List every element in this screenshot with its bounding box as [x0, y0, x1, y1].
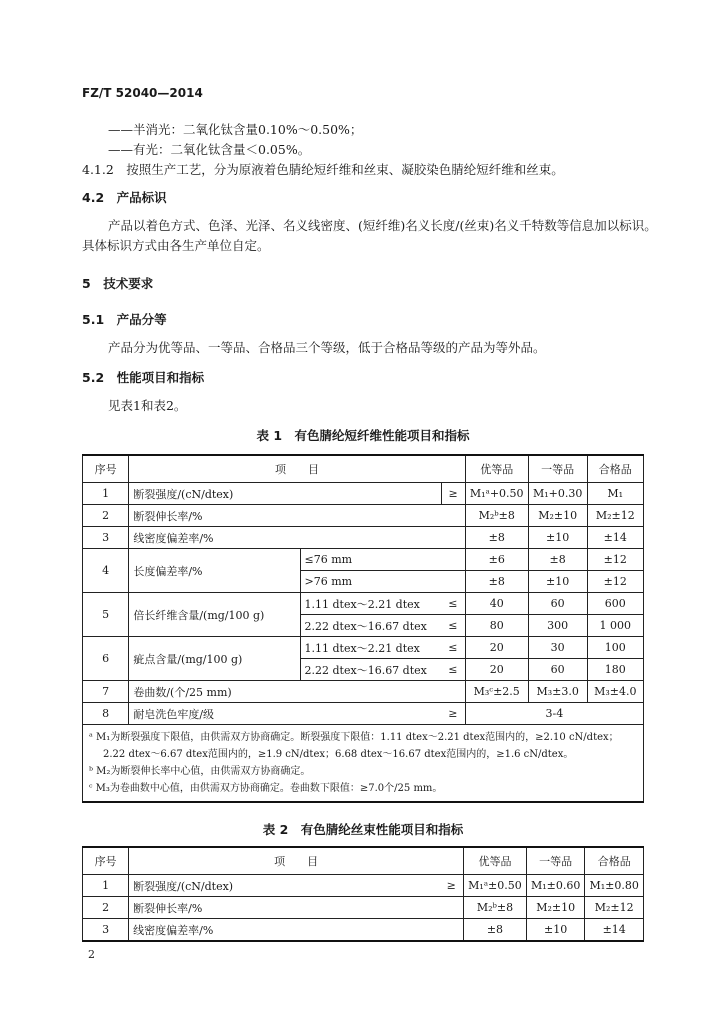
- para-4-2-a: 产品以着色方式、色泽、光泽、名义线密度、(短纤维)名义长度/(丝束)名义千特数等信息加以标识。: [108, 218, 657, 233]
- para-4-2-b: 具体标识方式由各生产单位自定。: [82, 238, 270, 253]
- table-row: 2.22 dtex～16.67 dtex ≤ 80 300 1 000: [83, 615, 644, 637]
- footnote-b: ᵇ M₂为断裂伸长率中心值，由供需双方协商确定。: [89, 766, 311, 777]
- table1-footnotes: [83, 725, 644, 803]
- page-number: 2: [88, 948, 95, 961]
- table-row: 6 疵点含量/(mg/100 g) 1.11 dtex～2.21 dtex ≤ 20 30 100: [83, 637, 644, 659]
- table1: [82, 454, 644, 803]
- col-grade-superior: 优等品: [464, 847, 527, 875]
- col-grade-first: 一等品: [528, 455, 587, 483]
- heading-4-2: 4.2 产品标识: [82, 190, 167, 205]
- table-row: 4 长度偏差率/% ≤76 mm ±6 ±8 ±12: [83, 549, 644, 571]
- col-no: 序号: [83, 847, 129, 875]
- col-item: 项 目: [129, 455, 465, 483]
- type-semi-dull: ——半消光：二氧化钛含量0.10%～0.50%；: [108, 122, 363, 137]
- col-grade-qualified: 合格品: [587, 455, 643, 483]
- col-no: 序号: [83, 455, 129, 483]
- table-row: 3 线密度偏差率/% ±8 ±10 ±14: [83, 527, 644, 549]
- col-grade-first: 一等品: [526, 847, 585, 875]
- col-grade-superior: 优等品: [465, 455, 528, 483]
- col-grade-qualified: 合格品: [585, 847, 644, 875]
- para-5-2: 见表1和表2。: [108, 398, 187, 413]
- footnote-a: ᵃ M₁为断裂强度下限值，由供需双方协商确定。断裂强度下限值：1.11 dtex～2.21 dtex范围内的，≥2.10 cN/dtex；: [89, 732, 619, 743]
- col-item: 项 目: [129, 847, 464, 875]
- table2: [82, 846, 644, 942]
- table-row: 7 卷曲数/(个/25 mm) M₃ᶜ±2.5 M₃±3.0 M₃±4.0: [83, 681, 644, 703]
- table-row: 3 线密度偏差率/% ±8 ±10 ±14: [83, 919, 644, 942]
- footnote-a-cont: 2.22 dtex～6.67 dtex范围内的，≥1.9 cN/dtex；6.68 dtex～16.67 dtex范围内的，≥1.6 cN/dtex。: [103, 749, 574, 760]
- table-row: >76 mm ±8 ±10 ±12: [83, 571, 644, 593]
- para-5-1: 产品分为优等品、一等品、合格品三个等级，低于合格品等级的产品为等外品。: [108, 340, 546, 355]
- heading-5: 5 技术要求: [82, 276, 154, 291]
- table1-caption: 表 1 有色腈纶短纤维性能项目和指标: [256, 428, 470, 443]
- table-row: 2.22 dtex～16.67 dtex ≤ 20 60 180: [83, 659, 644, 681]
- footnote-c: ᶜ M₃为卷曲数中心值，由供需双方协商确定。卷曲数下限值：≥7.0个/25 mm。: [89, 783, 443, 794]
- table2-caption: 表 2 有色腈纶丝束性能项目和指标: [262, 822, 464, 837]
- clause-4-1-2: 4.1.2 按照生产工艺，分为原液着色腈纶短纤维和丝束、凝胶染色腈纶短纤维和丝束。: [82, 162, 564, 177]
- table-row: 2 断裂伸长率/% M₂ᵇ±8 M₂±10 M₂±12: [83, 897, 644, 919]
- table-row: 1 断裂强度/(cN/dtex) ≥ M₁ᵃ±0.50 M₁±0.60 M₁±0.80: [83, 875, 644, 897]
- heading-5-2: 5.2 性能项目和指标: [82, 370, 205, 385]
- table-row: 5 倍长纤维含量/(mg/100 g) 1.11 dtex～2.21 dtex ≤ 40 60 600: [83, 593, 644, 615]
- heading-5-1: 5.1 产品分等: [82, 312, 167, 327]
- table-row: 1 断裂强度/(cN/dtex) ≥ M₁ᵃ+0.50 M₁+0.30 M₁: [83, 483, 644, 505]
- type-bright: ——有光：二氧化钛含量＜0.05%。: [108, 142, 311, 157]
- standard-number: FZ/T 52040—2014: [82, 86, 203, 100]
- table-row: 2 断裂伸长率/% M₂ᵇ±8 M₂±10 M₂±12: [83, 505, 644, 527]
- table-row: 8 耐皂洗色牢度/级 ≥ 3-4: [83, 703, 644, 725]
